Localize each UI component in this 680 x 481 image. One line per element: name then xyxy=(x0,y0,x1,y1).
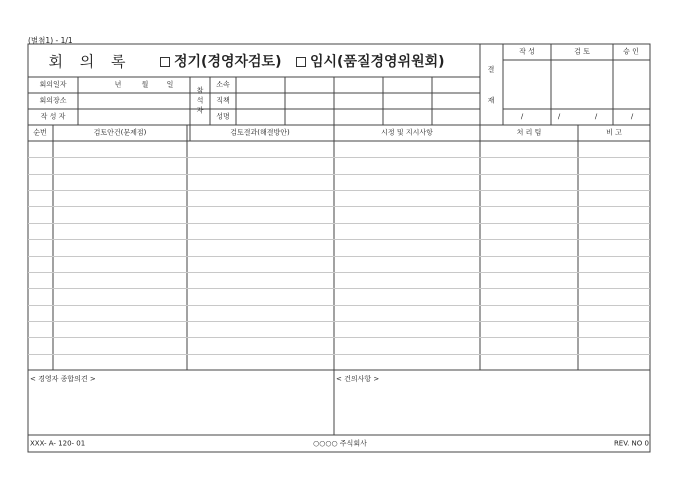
approval-label-1: 결 xyxy=(487,65,495,74)
option-regular xyxy=(160,51,281,71)
attendee-dept-label: 소속 xyxy=(216,80,230,89)
attendee-label-1: 참 xyxy=(196,86,204,95)
col-header-remarks: 비 고 xyxy=(606,128,622,137)
col-header-result: 검토결과(해결방안) xyxy=(230,128,290,137)
writer-label: 작 성 자 xyxy=(40,112,66,121)
date-year: 년 xyxy=(114,80,122,89)
col-header-no: 순번 xyxy=(33,128,47,137)
approval-col-review: 검 토 xyxy=(574,47,590,56)
col-header-team: 처 리 팀 xyxy=(516,128,542,137)
date-day: 일 xyxy=(166,80,174,89)
attendee-label-3: 자 xyxy=(196,106,204,115)
approval-date-slash: / xyxy=(557,112,561,121)
approval-label-2: 재 xyxy=(487,96,495,105)
attendee-position-label: 직책 xyxy=(216,96,230,105)
attachment-note: (별첨1) - 1/1 xyxy=(28,36,73,45)
approval-date-slash: / xyxy=(520,112,524,121)
col-header-agenda: 검토안건(문제점) xyxy=(93,128,147,137)
approval-date-slash: / xyxy=(630,112,634,121)
regular-checkbox[interactable] xyxy=(160,57,170,67)
attendee-name-label: 성명 xyxy=(216,112,230,121)
special-checkbox[interactable] xyxy=(296,57,306,67)
revision-number: REV. NO 0 xyxy=(613,439,649,448)
meeting-place-label: 회의장소 xyxy=(39,96,67,105)
document-title: 회 의 록 xyxy=(48,52,132,71)
doc-code: XXX- A- 120- 01 xyxy=(30,439,86,448)
approval-col-write: 작 성 xyxy=(519,47,535,56)
approval-date-slash: / xyxy=(594,112,598,121)
company-name: ○○○○ 주식회사 xyxy=(313,439,367,448)
approval-col-approve: 승 인 xyxy=(623,47,639,56)
meeting-date-label: 회의일자 xyxy=(39,80,67,89)
col-header-instructions: 시정 및 지시사항 xyxy=(381,128,433,137)
attendee-label-2: 석 xyxy=(196,96,204,105)
suggestions-label: < 건의사항 > xyxy=(336,375,380,383)
option-regular-label: 정기(경영자검토) xyxy=(174,54,282,70)
manager-opinion-label: < 경영자 종합의견 > xyxy=(30,375,96,383)
option-special xyxy=(296,51,445,71)
option-special-label: 임시(품질경영위원회) xyxy=(310,54,445,70)
date-month: 월 xyxy=(141,80,149,89)
